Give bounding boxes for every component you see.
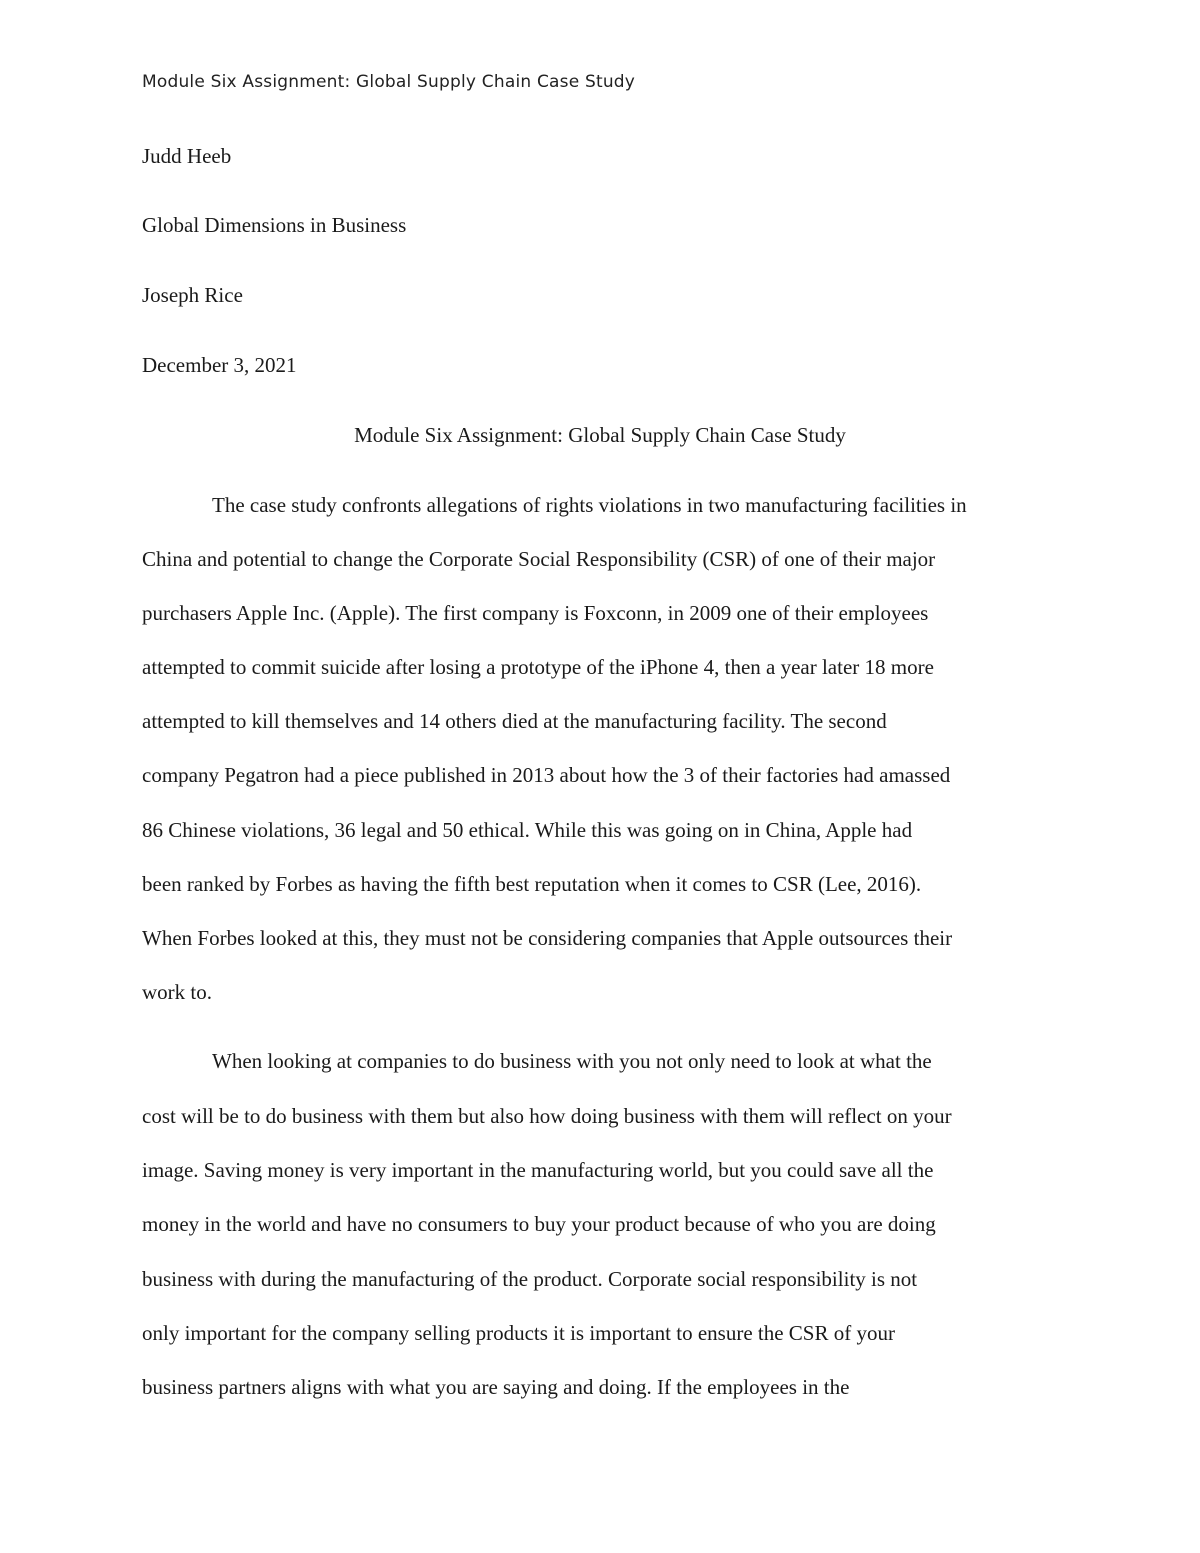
paragraph-line: image. Saving money is very important in the manufacturing world, but you could save all the: [142, 1158, 934, 1182]
paragraph-line: attempted to commit suicide after losing a prototype of the iPhone 4, then a year later 18 more: [142, 655, 934, 679]
instructor-name: Joseph Rice: [142, 283, 243, 307]
paragraph-line: only important for the company selling products it is important to ensure the CSR of your: [142, 1321, 895, 1345]
paragraph-line: China and potential to change the Corporate Social Responsibility (CSR) of one of their major: [142, 547, 936, 571]
paragraph-line: company Pegatron had a piece published in 2013 about how the 3 of their factories had amassed: [142, 763, 951, 787]
paragraph-line: cost will be to do business with them but also how doing business with them will reflect on your: [142, 1104, 952, 1128]
paragraph-line: purchasers Apple Inc. (Apple). The first company is Foxconn, in 2009 one of their employees: [142, 601, 929, 625]
paragraph-line: work to.: [142, 980, 212, 1004]
paragraph-line: been ranked by Forbes as having the fifth best reputation when it comes to CSR (Lee, 2016).: [142, 872, 922, 896]
paragraph-line: business with during the manufacturing of the product. Corporate social responsibility is not: [142, 1267, 918, 1291]
paragraph-line: business partners aligns with what you are saying and doing. If the employees in the: [142, 1375, 850, 1399]
author-name: Judd Heeb: [142, 144, 232, 168]
paragraph-line: When Forbes looked at this, they must not be considering companies that Apple outsources their: [142, 926, 953, 950]
submission-date: December 3, 2021: [142, 353, 297, 377]
paragraph-line: When looking at companies to do business with you not only need to look at what the: [212, 1049, 932, 1073]
paragraph-line: The case study confronts allegations of rights violations in two manufacturing facilities in: [212, 493, 967, 517]
paragraph-line: money in the world and have no consumers to buy your product because of who you are doing: [142, 1212, 936, 1236]
document-title: Module Six Assignment: Global Supply Chain Case Study: [354, 423, 846, 447]
paragraph-line: attempted to kill themselves and 14 others died at the manufacturing facility. The second: [142, 709, 887, 733]
running-head: Module Six Assignment: Global Supply Chain Case Study: [142, 72, 636, 92]
course-name: Global Dimensions in Business: [142, 213, 407, 237]
paragraph-line: 86 Chinese violations, 36 legal and 50 ethical. While this was going on in China, Apple had: [142, 818, 913, 842]
